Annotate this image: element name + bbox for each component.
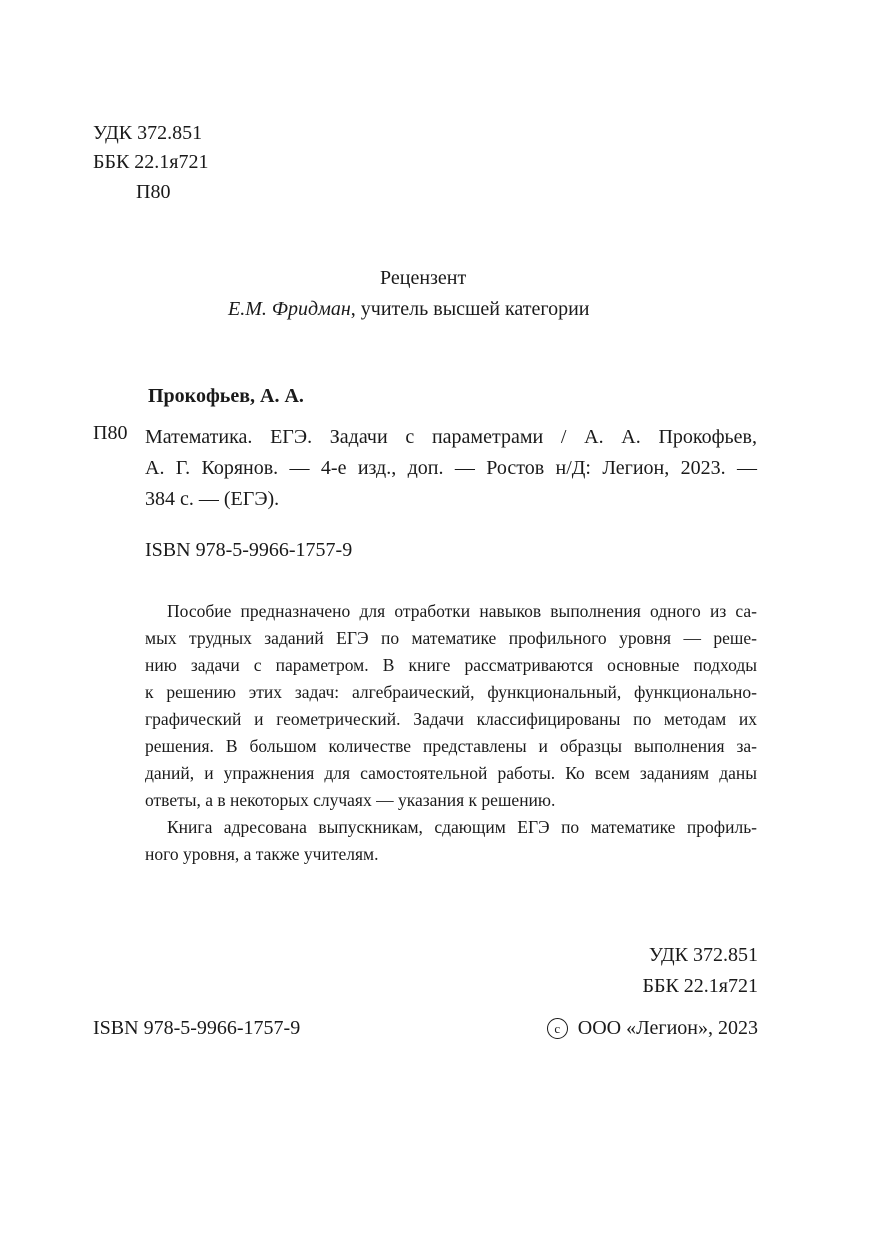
copyright-icon: c xyxy=(547,1018,568,1039)
bibliography-isbn: ISBN 978-5-9966-1757-9 xyxy=(145,539,353,561)
abstract xyxy=(145,598,757,868)
author-sign-top: П80 xyxy=(136,181,171,203)
bibliography-author-sign: П80 xyxy=(93,422,128,444)
footer-isbn: ISBN 978-5-9966-1757-9 xyxy=(93,1017,301,1039)
bbk-code-bottom: ББК 22.1я721 xyxy=(642,975,758,997)
copyright xyxy=(547,1017,758,1040)
udk-code-top: УДК 372.851 xyxy=(93,122,203,144)
udk-code-bottom: УДК 372.851 xyxy=(648,944,758,966)
abstract-line: ответы, а в некоторых случаях — указания к решению. xyxy=(145,790,556,810)
reviewer-label: Рецензент xyxy=(380,267,467,289)
abstract-line: Книга адресована выпускникам, сдающим ЕГЭ по математике профиль- xyxy=(167,817,757,837)
bibliography-line: 384 с. — (ЕГЭ). xyxy=(145,488,280,510)
reviewer-line xyxy=(228,298,590,321)
bibliography-author: Прокофьев, А. А. xyxy=(148,385,304,407)
abstract-line: к решению этих задач: алгебраический, функциональный, функционально- xyxy=(145,682,757,702)
bibliography-line: А. Г. Корянов. — 4-е изд., доп. — Ростов н/Д: Легион, 2023. — xyxy=(145,457,757,479)
bibliography-line: Математика. ЕГЭ. Задачи с параметрами / А. А. Прокофьев, xyxy=(145,426,757,448)
abstract-line: нию задачи с параметром. В книге рассматриваются основные подходы xyxy=(145,655,757,675)
reviewer-name: Е.М. Фридман xyxy=(228,298,351,320)
bibliography-description xyxy=(145,422,757,515)
abstract-line: мых трудных заданий ЕГЭ по математике профильного уровня — реше- xyxy=(145,628,757,648)
abstract-line: даний, и упражнения для самостоятельной работы. Ко всем заданиям даны xyxy=(145,763,757,783)
abstract-line: Пособие предназначено для отработки навыков выполнения одного из са- xyxy=(167,601,757,621)
copyright-text: ООО «Легион», 2023 xyxy=(577,1017,758,1039)
abstract-line: решения. В большом количестве представлены и образцы выполнения за- xyxy=(145,736,757,756)
bbk-code-top: ББК 22.1я721 xyxy=(93,151,209,173)
reviewer-description: , учитель высшей категории xyxy=(350,298,590,320)
abstract-line: ного уровня, а также учителям. xyxy=(145,844,379,864)
abstract-line: графический и геометрический. Задачи классифицированы по методам их xyxy=(145,709,757,729)
